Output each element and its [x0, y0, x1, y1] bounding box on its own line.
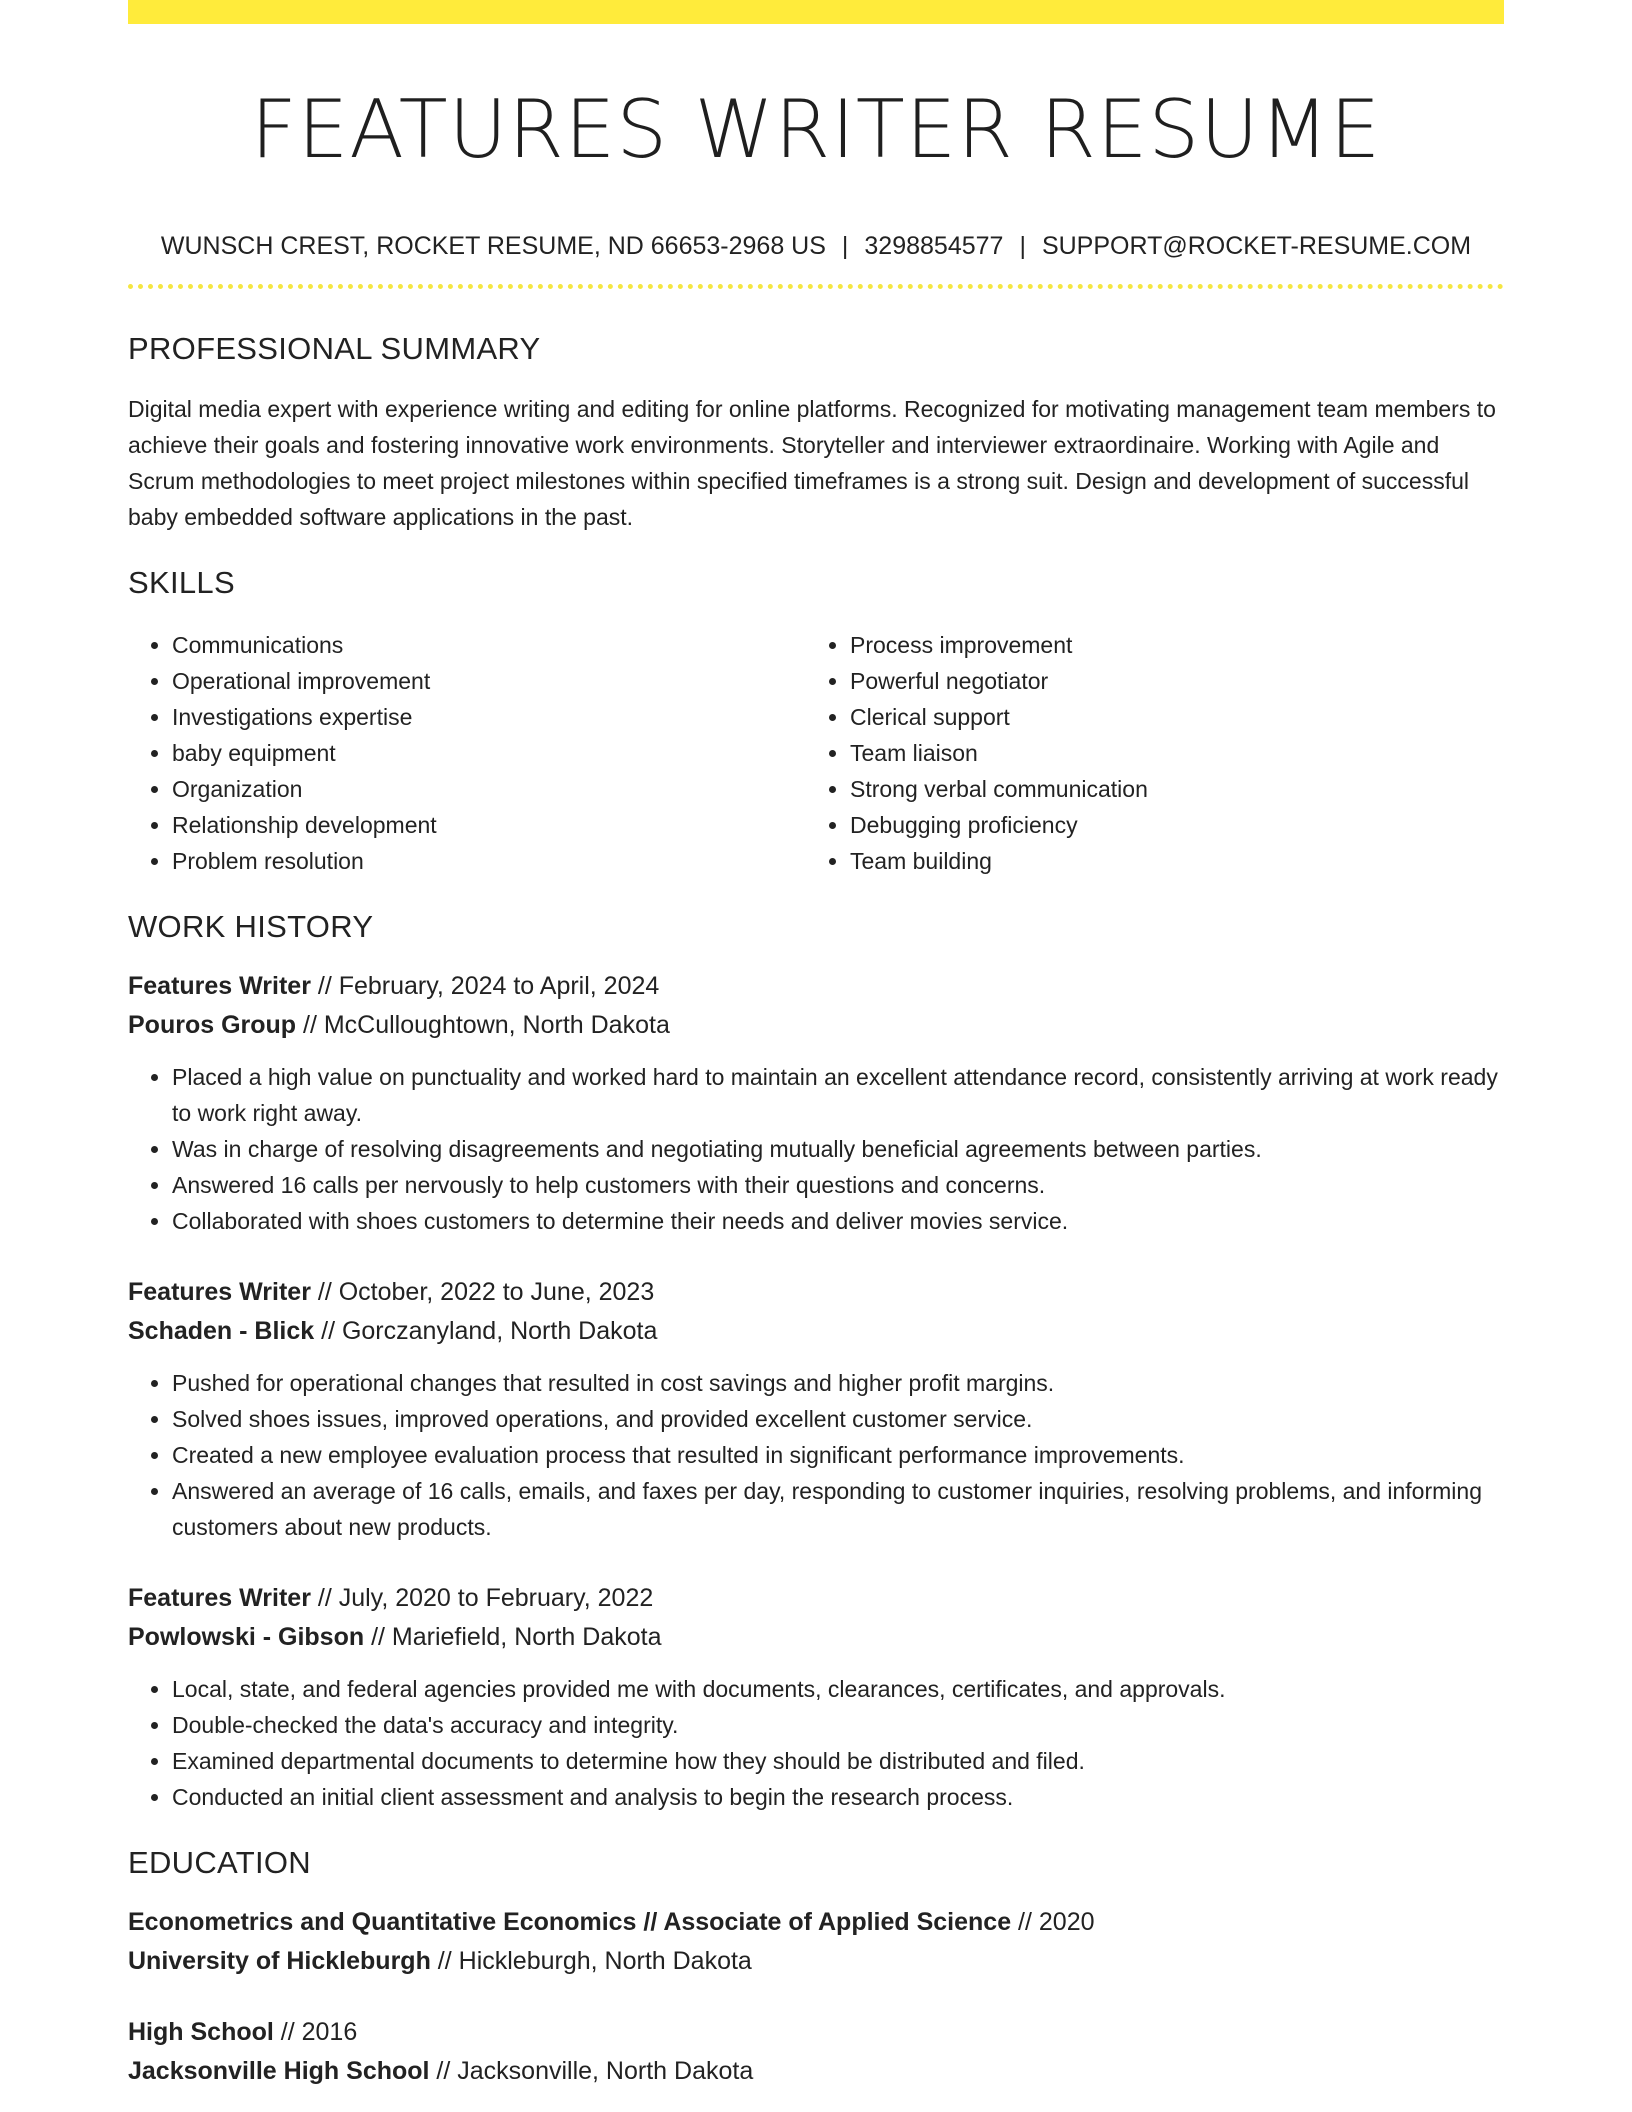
job-company: Powlowski - Gibson	[128, 1623, 365, 1651]
job-dates: // February, 2024 to April, 2024	[310, 972, 660, 1000]
skill-item: • Process improvement	[850, 627, 1484, 663]
job-location: // Mariefield, North Dakota	[364, 1623, 662, 1651]
resume-page	[128, 0, 1504, 2112]
skill-item: • Debugging proficiency	[850, 807, 1484, 843]
education-degree-line	[128, 1903, 1504, 1942]
skill-item: • Team building	[850, 843, 1484, 879]
education-school: Jacksonville High School	[128, 2057, 430, 2085]
job-company-line	[128, 1006, 1504, 1045]
skill-item: • Organization	[172, 771, 806, 807]
job-company: Pouros Group	[128, 1011, 297, 1039]
skill-item: • baby equipment	[172, 735, 806, 771]
job-title: Features Writer	[128, 1584, 311, 1612]
skill-item: • Relationship development	[172, 807, 806, 843]
skills-column-left	[128, 627, 806, 879]
contact-separator: |	[841, 232, 849, 260]
skill-item: • Communications	[172, 627, 806, 663]
job-entry	[128, 1579, 1504, 1815]
job-bullets	[128, 1365, 1504, 1545]
job-bullet: • Solved shoes issues, improved operations, and provided excellent customer service.	[172, 1401, 1504, 1437]
job-company-line	[128, 1312, 1504, 1351]
education-year: // 2016	[273, 2018, 358, 2046]
resume-title: FEATURES WRITER RESUME	[250, 83, 1382, 176]
skill-item: • Problem resolution	[172, 843, 806, 879]
contact-address: WUNSCH CREST, ROCKET RESUME, ND 66653-2968 US	[160, 232, 826, 260]
job-bullets	[128, 1059, 1504, 1239]
education-heading: EDUCATION	[128, 1845, 311, 1880]
contact-phone: 3298854577	[864, 232, 1004, 260]
education-degree: Econometrics and Quantitative Economics // Associate of Applied Science	[128, 1908, 1012, 1936]
summary-heading: PROFESSIONAL SUMMARY	[128, 331, 541, 366]
job-title: Features Writer	[128, 1278, 311, 1306]
summary-text: Digital media expert with experience writing and editing for online platforms. Recognized for motivating management team members to achieve their goals and fostering innovative work environments. Storyteller and interviewer extraordinaire. Working with Agile and Scrum methodologies to meet project milestones within specified timeframes is a strong suit. Design and development of successful baby embedded software applications in the past.	[128, 396, 1496, 530]
dotted-divider	[128, 284, 1504, 289]
skill-item: • Clerical support	[850, 699, 1484, 735]
skills-list	[128, 627, 1504, 879]
skills-heading: SKILLS	[128, 565, 235, 600]
job-title-line	[128, 967, 1504, 1006]
job-title: Features Writer	[128, 972, 311, 1000]
contact-separator: |	[1019, 232, 1026, 260]
job-dates: // July, 2020 to February, 2022	[310, 1584, 654, 1612]
contact-line	[128, 230, 1504, 262]
job-location: // Gorczanyland, North Dakota	[314, 1317, 658, 1345]
job-company-line	[128, 1618, 1504, 1657]
job-bullet: • Was in charge of resolving disagreements and negotiating mutually beneficial agreements between parties.	[172, 1131, 1504, 1167]
job-entry	[128, 1273, 1504, 1545]
job-bullet: • Pushed for operational changes that resulted in cost savings and higher profit margins.	[172, 1365, 1504, 1401]
work-history-heading: WORK HISTORY	[128, 909, 374, 944]
education-school: University of Hickleburgh	[128, 1947, 431, 1975]
contact-email[interactable]: SUPPORT@ROCKET-RESUME.COM	[1041, 232, 1472, 260]
job-dates: // October, 2022 to June, 2023	[310, 1278, 655, 1306]
job-bullet: • Collaborated with shoes customers to determine their needs and deliver movies service.	[172, 1203, 1504, 1239]
education-entry	[128, 2013, 1504, 2091]
job-bullet: • Placed a high value on punctuality and worked hard to maintain an excellent attendance record, consistently arriving at work ready to work right away.	[172, 1059, 1504, 1131]
job-bullet: • Examined departmental documents to determine how they should be distributed and filed.	[172, 1743, 1504, 1779]
job-entry	[128, 967, 1504, 1239]
job-bullet: • Answered an average of 16 calls, emails, and faxes per day, responding to customer inquiries, resolving problems, and informing customers about new products.	[172, 1473, 1504, 1545]
education-year: // 2020	[1011, 1908, 1095, 1936]
job-bullets	[128, 1671, 1504, 1815]
skill-item: • Team liaison	[850, 735, 1484, 771]
education-entry	[128, 1903, 1504, 1981]
skill-item: • Investigations expertise	[172, 699, 806, 735]
skill-item: • Operational improvement	[172, 663, 806, 699]
job-title-line	[128, 1579, 1504, 1618]
job-bullet: • Answered 16 calls per nervously to help customers with their questions and concerns.	[172, 1167, 1504, 1203]
education-degree: High School	[128, 2018, 274, 2046]
job-bullet: • Local, state, and federal agencies provided me with documents, clearances, certificates, and approvals.	[172, 1671, 1504, 1707]
skills-column-right	[806, 627, 1484, 879]
skill-item: • Strong verbal communication	[850, 771, 1484, 807]
job-location: // McCulloughtown, North Dakota	[296, 1011, 670, 1039]
job-bullet: • Double-checked the data's accuracy and integrity.	[172, 1707, 1504, 1743]
education-school-line	[128, 2052, 1504, 2091]
education-degree-line	[128, 2013, 1504, 2052]
education-location: // Jacksonville, North Dakota	[429, 2057, 754, 2085]
education-school-line	[128, 1942, 1504, 1981]
job-bullet: • Conducted an initial client assessment and analysis to begin the research process.	[172, 1779, 1504, 1815]
top-accent-bar	[128, 0, 1504, 24]
skill-item: • Powerful negotiator	[850, 663, 1484, 699]
job-bullet: • Created a new employee evaluation process that resulted in significant performance improvements.	[172, 1437, 1504, 1473]
education-location: // Hickleburgh, North Dakota	[430, 1947, 752, 1975]
job-title-line	[128, 1273, 1504, 1312]
job-company: Schaden - Blick	[128, 1317, 315, 1345]
